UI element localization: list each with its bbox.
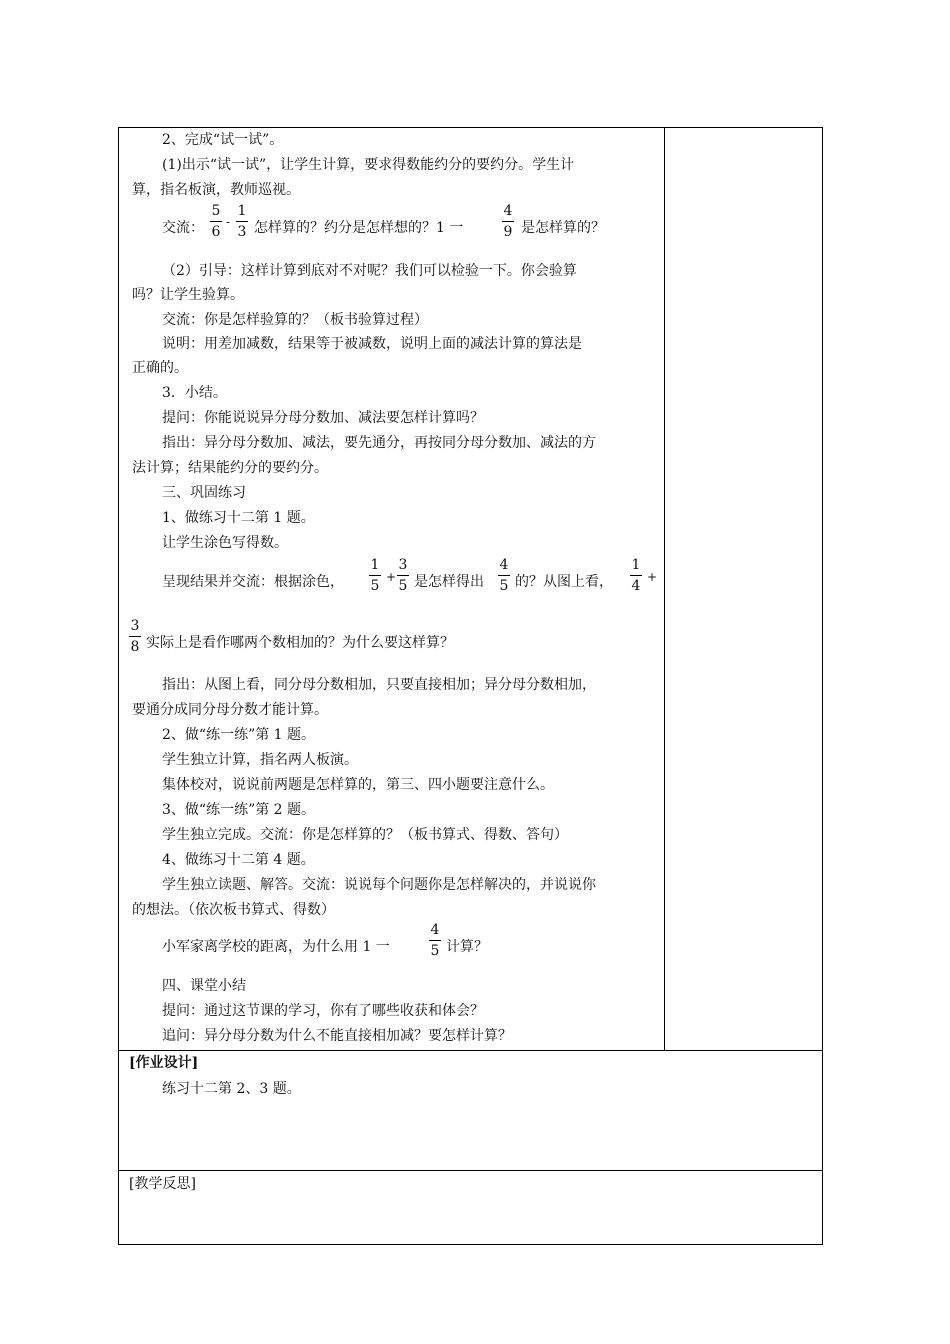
text-line: 怎样算的？约分是怎样想的？1 一	[254, 220, 464, 236]
plus-sign: +	[386, 570, 397, 584]
homework-heading: [作业设计]	[129, 1055, 199, 1071]
text-line: (1)出示“试一试”，让学生计算，要求得数能约分的要约分。学生计	[162, 157, 575, 173]
text-line: 要通分成同分母分数才能计算。	[132, 702, 328, 718]
fraction-1-4: 1 4	[631, 557, 641, 594]
text-line: 四、课堂小结	[162, 978, 246, 994]
text-line: 计算？	[446, 939, 488, 955]
text-line: 交流：	[162, 220, 204, 236]
text-line: 指出：异分母分数加、减法，要先通分，再按同分母分数加、减法的方	[162, 435, 596, 451]
text-line: 吗？让学生验算。	[132, 287, 244, 303]
reflection-heading: [教学反思]	[129, 1176, 196, 1192]
text-line: 正确的。	[132, 360, 188, 376]
column-divider	[664, 127, 665, 1051]
text-line: 的？从图上看，	[515, 574, 613, 590]
text-line: 追问：异分母分数为什么不能直接相加减？要怎样计算？	[162, 1028, 512, 1044]
text-line: 3、做“练一练”第 2 题。	[162, 802, 316, 818]
text-line: 交流：你是怎样验算的？（板书验算过程）	[162, 312, 428, 328]
text-line: 算，指名板演，教师巡视。	[132, 182, 300, 198]
text-line: 学生独立计算，指名两人板演。	[162, 752, 358, 768]
text-line: 提问：通过这节课的学习，你有了哪些收获和体会？	[162, 1003, 484, 1019]
text-line: 学生独立读题、解答。交流：说说每个问题你是怎样解决的，并说说你	[162, 877, 596, 893]
text-line: （2）引导：这样计算到底对不对呢？我们可以检验一下。你会验算	[162, 263, 577, 279]
fraction-5-6: 5 6	[211, 203, 221, 240]
text-line: 让学生涂色写得数。	[162, 535, 288, 551]
fraction-4-5: 4 5	[499, 557, 509, 594]
text-line: 的想法。（依次板书算式、得数）	[132, 902, 335, 918]
text-line: 指出：从图上看，同分母分数相加，只要直接相加；异分母分数相加，	[162, 677, 596, 693]
text-line: 4、做练习十二第 4 题。	[162, 852, 315, 868]
minus-sign: -	[226, 215, 231, 229]
text-line: 说明：用差加减数，结果等于被减数，说明上面的减法计算的算法是	[162, 336, 582, 352]
text-line: 呈现结果并交流：根据涂色，	[162, 574, 344, 590]
text-line: 1、做练习十二第 1 题。	[162, 510, 315, 526]
fraction-4-9: 4 9	[503, 203, 513, 240]
row-divider-homework	[118, 1050, 823, 1051]
text-line: 法计算；结果能约分的要约分。	[132, 460, 328, 476]
text-line: 三、巩固练习	[162, 485, 246, 501]
text-line: 2、完成“试一试”。	[162, 132, 284, 148]
text-line: 学生独立完成。交流：你是怎样算的？（板书算式、得数、答句）	[162, 827, 568, 843]
fraction-1-3: 1 3	[237, 203, 247, 240]
fraction-3-8: 3 8	[130, 618, 140, 655]
text-line: 实际上是看作哪两个数相加的？为什么要这样算？	[146, 635, 454, 651]
fraction-1-5: 1 5	[370, 557, 380, 594]
text-line: 3．小结。	[162, 385, 227, 401]
text-line: 是怎样得出	[414, 574, 484, 590]
text-line: 小军家离学校的距离，为什么用 1 一	[162, 939, 390, 955]
plus-sign: +	[647, 570, 658, 584]
homework-body: 练习十二第 2、3 题。	[162, 1081, 301, 1097]
fraction-3-5: 3 5	[398, 557, 408, 594]
row-divider-reflection	[118, 1170, 823, 1171]
text-line: 是怎样算的？	[521, 220, 605, 236]
text-line: 2、做“练一练”第 1 题。	[162, 727, 316, 743]
text-line: 提问：你能说说异分母分数加、减法要怎样计算吗？	[162, 410, 484, 426]
fraction-4-5: 4 5	[430, 922, 440, 959]
text-line: 集体校对，说说前两题是怎样算的，第三、四小题要注意什么。	[162, 777, 554, 793]
